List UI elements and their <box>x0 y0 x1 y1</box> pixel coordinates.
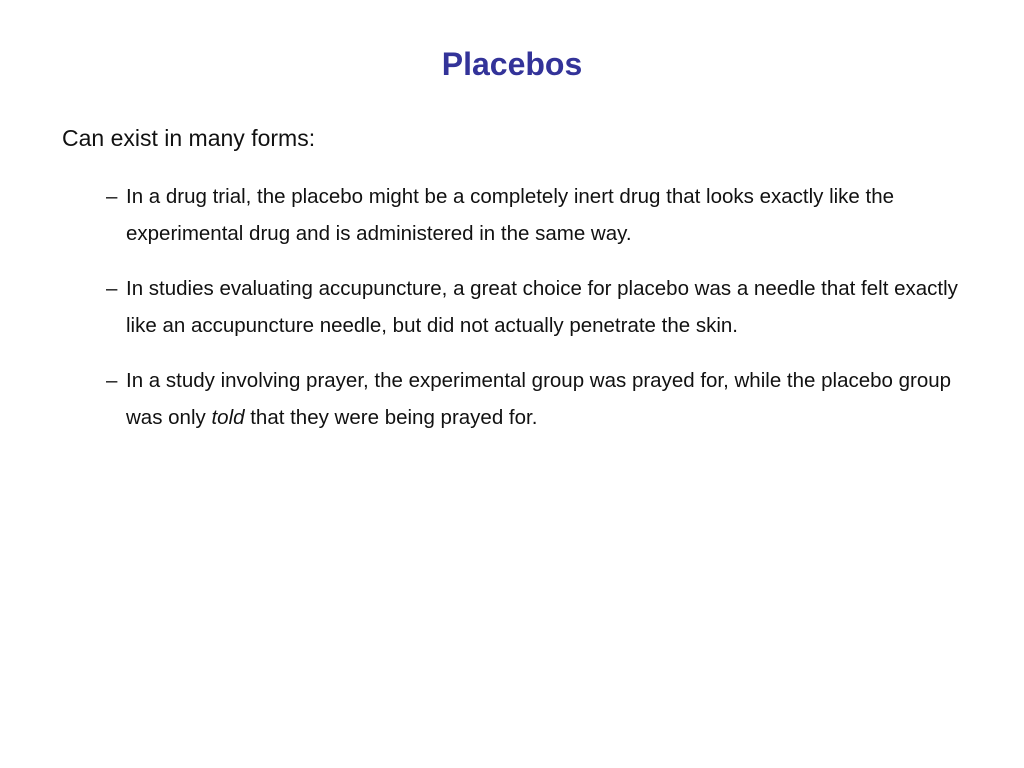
bullet-text-after: that they were being prayed for. <box>244 406 538 429</box>
bullet-text <box>126 362 972 436</box>
bullet-item-drug-trial <box>106 178 972 252</box>
bullet-dash: – <box>106 185 118 208</box>
bullet-text-emphasis: told <box>211 406 245 429</box>
bullet-list <box>106 178 972 454</box>
bullet-text: In studies evaluating accupuncture, a great choice for placebo was a needle that felt exactly like an accupuncture needle, but did not actually penetrate the skin. <box>126 277 958 337</box>
bullet-dash: – <box>106 277 118 300</box>
bullet-dash: – <box>106 369 118 392</box>
lead-text: Can exist in many forms: <box>62 125 316 151</box>
slide-title: Placebos <box>441 46 583 82</box>
bullet-item-accupuncture <box>106 270 972 344</box>
bullet-item-prayer <box>106 362 972 436</box>
bullet-text-before: In a study involving prayer, the experimental group was prayed for, while the placebo group was only <box>126 369 952 429</box>
bullet-text: In a drug trial, the placebo might be a completely inert drug that looks exactly like the experimental drug and is administered in the same way. <box>126 185 895 245</box>
